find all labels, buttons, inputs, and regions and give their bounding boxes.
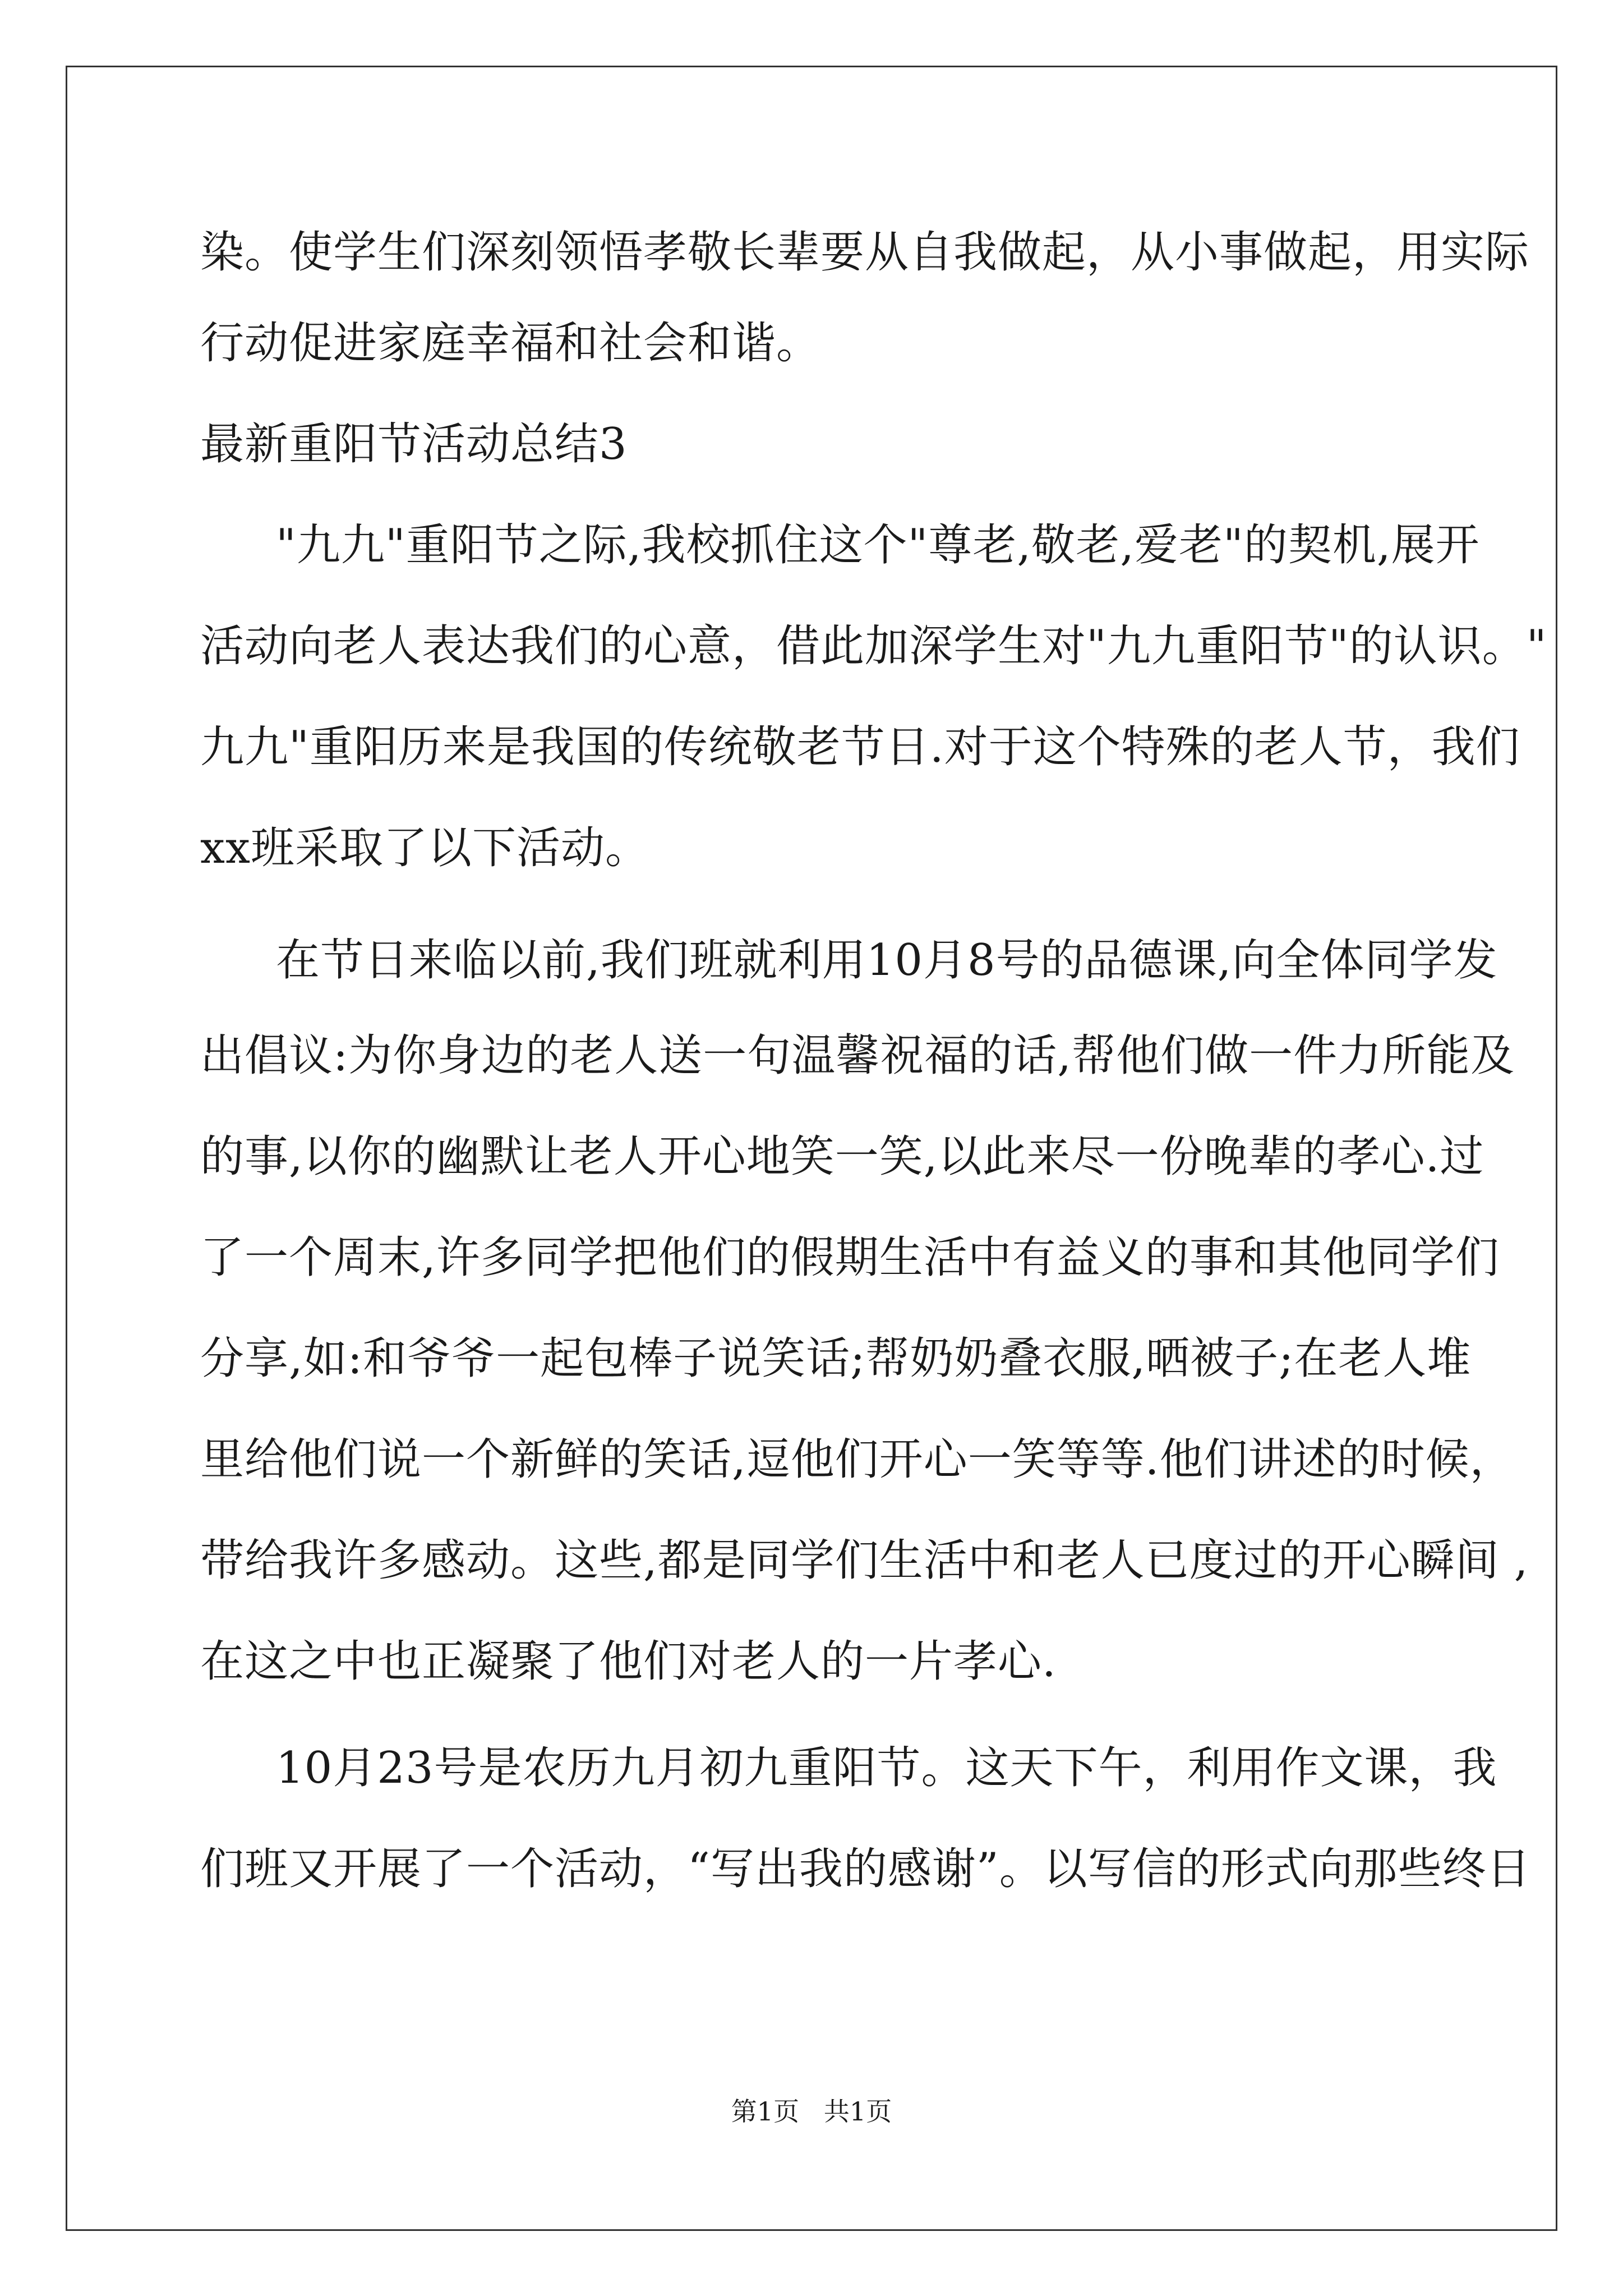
paragraph-line: 10月23号是农历九月初九重阳节。这天下午，利用作文课，我 (276, 1743, 1497, 1793)
paragraph-line: 行动促进家庭幸福和社会和谐。 (200, 318, 821, 369)
paragraph-line: 在节日来临以前,我们班就利用10月8号的品德课,向全体同学发 (276, 935, 1498, 986)
paragraph-line: 了一个周末,许多同学把他们的假期生活中有益义的事和其他同学们 (200, 1232, 1500, 1283)
section-heading: 最新重阳节活动总结3 (200, 419, 628, 470)
paragraph-line: 分享,如:和爷爷一起包棒子说笑话;帮奶奶叠衣服,晒被子;在老人堆 (200, 1333, 1472, 1384)
paragraph-line: 们班又开展了一个活动，“写出我的感谢”。以写信的形式向那些终日 (200, 1844, 1531, 1894)
paragraph-line: 出倡议:为你身边的老人送一句温馨祝福的话,帮他们做一件力所能及 (200, 1030, 1515, 1081)
paragraph-line: 里给他们说一个新鲜的笑话,逗他们开心一笑等等.他们讲述的时候， (200, 1434, 1514, 1485)
paragraph-line: 在这之中也正凝聚了他们对老人的一片孝心. (200, 1636, 1057, 1687)
paragraph-line: 活动向老人表达我们的心意，借此加深学生对"九九重阳节"的认识。" (200, 621, 1547, 671)
page-footer: 第1页 共1页 (731, 2096, 892, 2127)
paragraph-line: xx班采取了以下活动。 (200, 823, 649, 873)
paragraph-line: 的事,以你的幽默让老人开心地笑一笑,以此来尽一份晚辈的孝心.过 (200, 1131, 1484, 1182)
paragraph-line: 染。使学生们深刻领悟孝敬长辈要从自我做起，从小事做起，用实际 (200, 227, 1530, 278)
paragraph-line: 带给我许多感动。这些,都是同学们生活中和老人已度过的开心瞬间 , (200, 1535, 1529, 1586)
paragraph-line: "九九"重阳节之际,我校抓住这个"尊老,敬老,爱老"的契机,展开 (276, 520, 1480, 570)
paragraph-line: 九九"重阳历来是我国的传统敬老节日.对于这个特殊的老人节，我们 (200, 722, 1520, 772)
